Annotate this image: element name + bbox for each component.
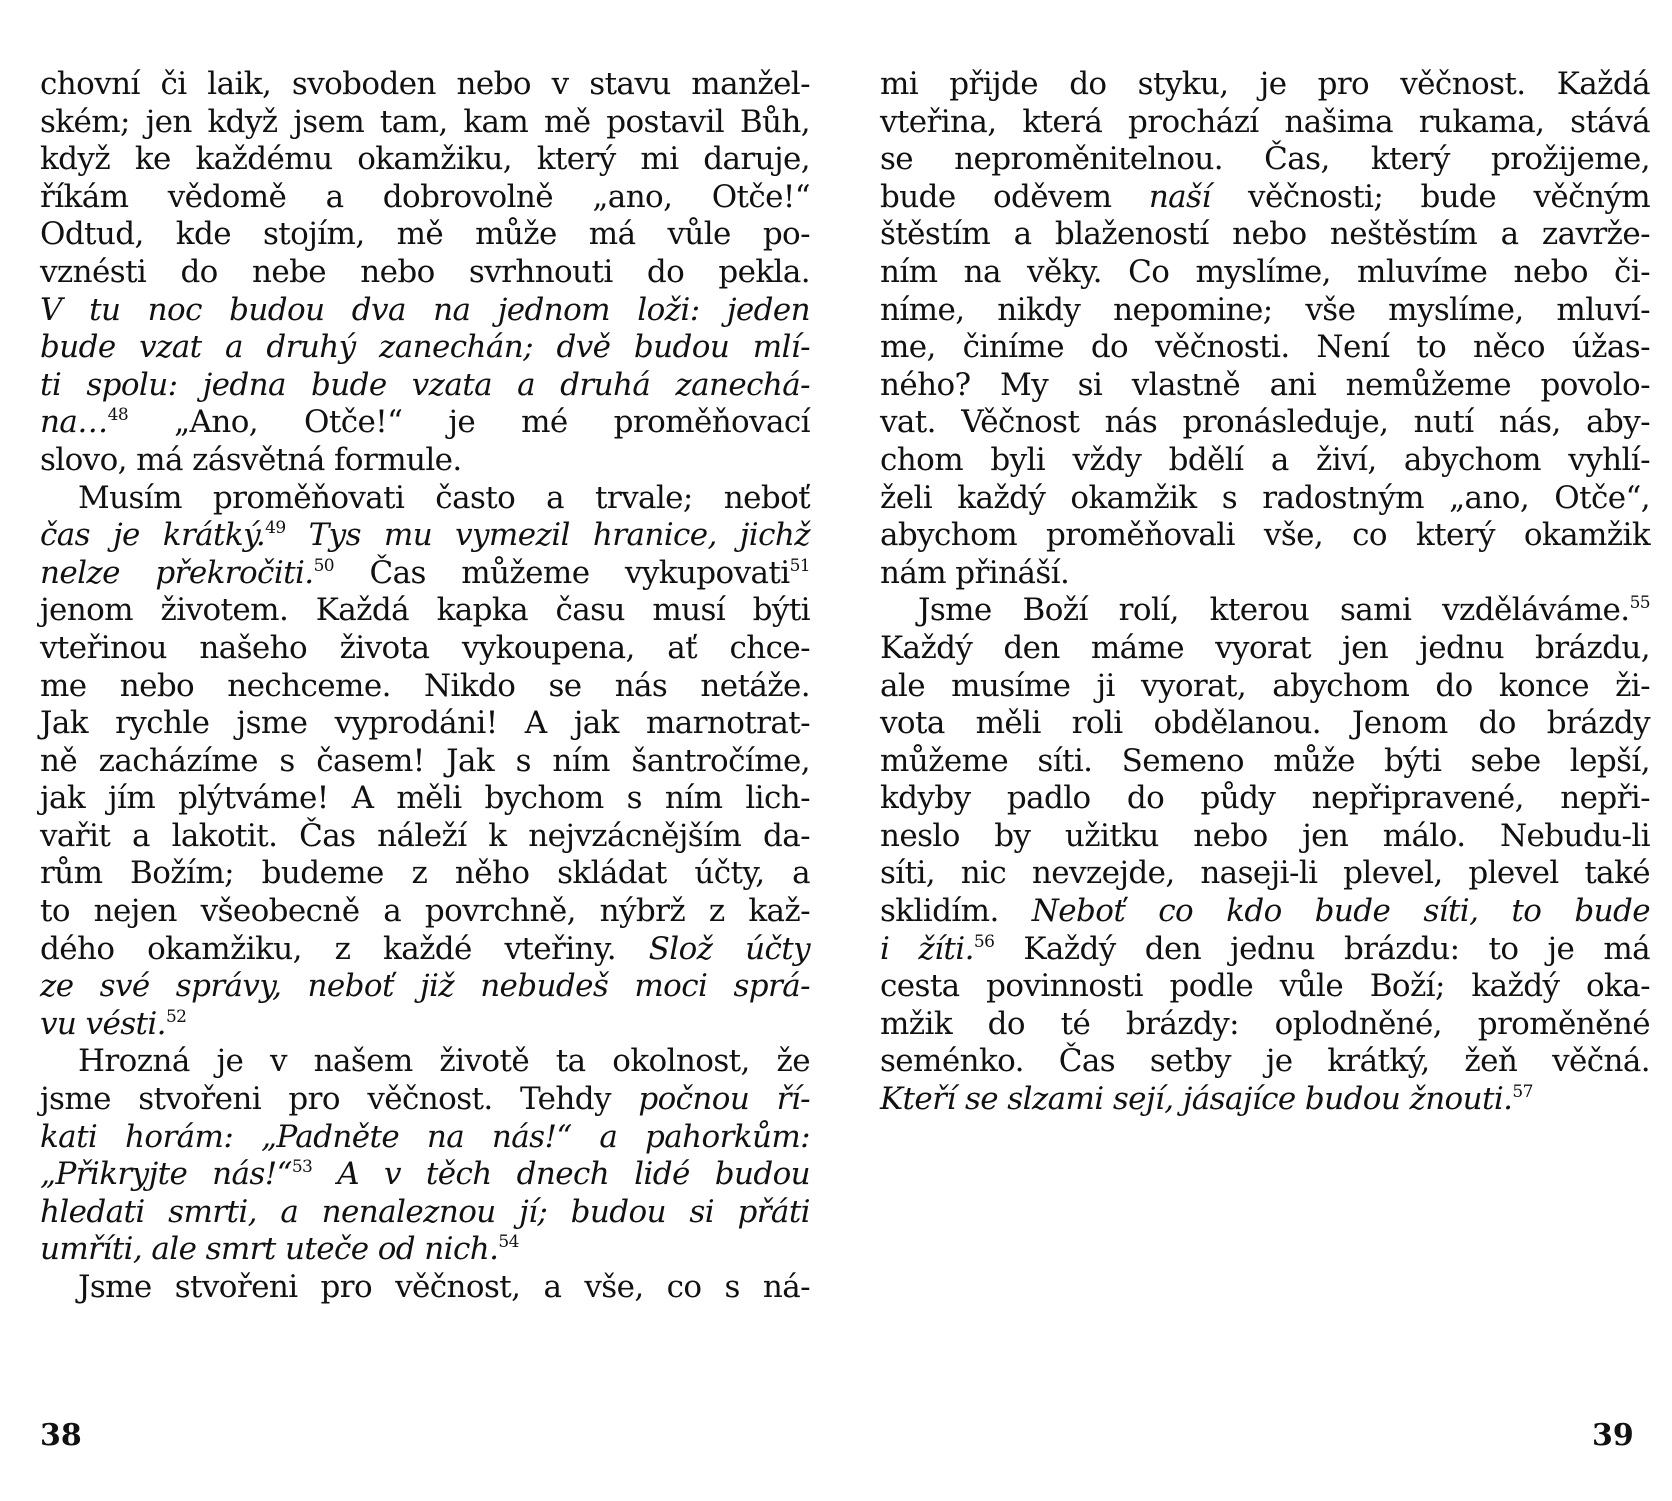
text-line [880, 442, 1650, 480]
body-text: Odtud, kde stojím, mě může má vůle po- [40, 216, 810, 253]
text-line [880, 818, 1650, 856]
text-line [40, 179, 810, 217]
text-line [40, 705, 810, 743]
body-text: Hrozná je v našem životě ta okolnost, že [78, 1043, 810, 1080]
text-line [40, 442, 810, 480]
body-text: se neproměnitelnou. Čas, který prožijeme, [880, 141, 1650, 178]
text-line [880, 1043, 1650, 1081]
footnote-reference: 49 [265, 518, 286, 539]
text-line [880, 480, 1650, 518]
body-text: ském; jen když jsem tam, kam mě postavil Bůh, [40, 103, 810, 140]
text-line [40, 1081, 810, 1119]
footnote-reference: 54 [498, 1232, 519, 1253]
text-line [40, 1269, 810, 1307]
body-text: mžik do té brázdy: oplodněné, proměněné [880, 1005, 1650, 1042]
italic-quote-text: počnou ří- [638, 1081, 811, 1118]
text-line [40, 743, 810, 781]
body-text: Čas můžeme vykupovati [334, 554, 790, 591]
body-text: kdyby padlo do půdy nepřipravené, nepři- [880, 780, 1650, 817]
italic-quote-text: umříti, ale smrt uteče od nich. [40, 1231, 499, 1268]
text-line [40, 1156, 810, 1194]
text-line [880, 141, 1650, 179]
body-text: jenom životem. Každá kapka času musí býti [40, 592, 810, 629]
footnote-reference: 53 [291, 1157, 313, 1178]
text-line [40, 104, 810, 142]
body-text: vznésti do nebe nebo svrhnouti do pekla. [40, 253, 810, 290]
text-line [880, 743, 1650, 781]
text-line [40, 292, 810, 330]
text-line [40, 630, 810, 668]
text-line [880, 893, 1650, 931]
body-text: když ke každému okamžiku, který mi daruje, [40, 141, 810, 178]
text-line [40, 931, 810, 969]
page-number-left: 38 [40, 1418, 82, 1453]
body-text: dého okamžiku, z každé vteřiny. [40, 930, 649, 967]
body-text: nám přináší. [880, 554, 1070, 591]
body-text: me nebo nechceme. Nikdo se nás netáže. [40, 667, 810, 704]
footnote-reference: 57 [1512, 1082, 1533, 1103]
body-text: chovní či laik, svoboden nebo v stavu manžel- [40, 66, 810, 102]
body-text: ale musíme ji vyorat, abychom do konce ži- [880, 667, 1650, 704]
italic-quote-text: ze své správy, neboť již nebudeš moci sprá- [40, 968, 810, 1005]
italic-quote-text: hledati smrti, a nenaleznou jí; budou si přáti [40, 1193, 810, 1230]
text-line [40, 1194, 810, 1232]
italic-quote-text: ti spolu: jedna bude vzata a druhá zanechá- [40, 366, 810, 403]
italic-quote-text: vu vésti. [40, 1005, 166, 1042]
text-line [880, 329, 1650, 367]
text-line [880, 705, 1650, 743]
text-line [40, 367, 810, 405]
body-text: rům Božím; budeme z něho skládat účty, a [40, 855, 810, 892]
italic-quote-text: bude vzat a druhý zanechán; dvě budou mlí- [40, 329, 810, 366]
text-line [880, 367, 1650, 405]
body-text: bude oděvem [880, 178, 1149, 215]
body-text: Jak rychle jsme vyprodáni! A jak marnotrat- [40, 705, 810, 742]
text-line [40, 818, 810, 856]
italic-quote-text: na… [40, 404, 108, 441]
text-line [40, 855, 810, 893]
text-line [40, 968, 810, 1006]
text-line [880, 668, 1650, 706]
text-line [40, 404, 810, 442]
text-line [40, 893, 810, 931]
footnote-reference: 56 [973, 931, 995, 952]
footnote-reference: 50 [313, 555, 334, 576]
italic-quote-text: Kteří se slzami sejí, jásajíce budou žnouti. [880, 1081, 1513, 1118]
body-text: Každý den jednu brázdu: to je má [994, 930, 1651, 967]
text-line [40, 592, 810, 630]
body-text: to nejen všeobecně a povrchně, nýbrž z kaž- [40, 893, 810, 930]
body-text: vota měli roli obdělanou. Jenom do brázdy [880, 705, 1650, 742]
text-line [40, 1006, 810, 1044]
text-line [880, 179, 1650, 217]
text-line [880, 630, 1650, 668]
text-line [40, 216, 810, 254]
footnote-reference: 52 [165, 1006, 187, 1027]
italic-quote-text: i žíti. [880, 930, 974, 967]
body-text: chom byli vždy bdělí a živí, abychom vyhlí- [880, 441, 1650, 478]
text-line [880, 855, 1650, 893]
text-line [880, 66, 1650, 104]
body-text: sklidím. [880, 893, 1032, 930]
italic-quote-text: Tys mu vymezil hranice, jichž [285, 517, 810, 554]
italic-quote-text: A v těch dnech lidé budou [312, 1156, 810, 1193]
text-line [40, 329, 810, 367]
text-line [880, 104, 1650, 142]
text-line [40, 141, 810, 179]
body-text: Jsme stvořeni pro věčnost, a vše, co s ná- [78, 1269, 810, 1305]
body-text: želi každý okamžik s radostným „ano, Otče“, [880, 479, 1650, 516]
body-text: říkám vědomě a dobrovolně „ano, Otče!“ [40, 178, 810, 215]
text-line [880, 1081, 1650, 1119]
body-text: můžeme síti. Semeno může býti sebe lepší, [880, 742, 1650, 779]
body-text: Musím proměňovati často a trvale; neboť [78, 479, 810, 516]
body-text: abychom proměňovali vše, co který okamžik [880, 517, 1650, 554]
italic-quote-text: Neboť co kdo bude síti, to bude [1031, 893, 1650, 930]
body-text: Každý den máme vyorat jen jednu brázdu, [880, 629, 1650, 666]
italic-quote-text: naší [1148, 178, 1211, 215]
text-line [880, 254, 1650, 292]
body-text: věčnosti; bude věčným [1210, 178, 1650, 215]
body-text: vteřinou našeho života vykoupena, ať chce- [40, 629, 810, 666]
text-line [880, 404, 1650, 442]
body-text: cesta povinnosti podle vůle Boží; každý oka- [880, 968, 1650, 1005]
page-number-right: 39 [1592, 1418, 1634, 1453]
text-line [40, 1043, 810, 1081]
italic-quote-text: V tu noc budou dva na jednom loži: jeden [40, 291, 810, 328]
text-line [40, 668, 810, 706]
body-text: ně zacházíme s časem! Jak s ním šantročíme, [40, 742, 810, 779]
body-text: vat. Věčnost nás pronásleduje, nutí nás, aby- [880, 404, 1650, 441]
body-text: Jsme Boží rolí, kterou sami vzděláváme. [918, 592, 1630, 629]
text-line [880, 968, 1650, 1006]
text-line [880, 216, 1650, 254]
text-line [880, 592, 1650, 630]
text-line [40, 555, 810, 593]
italic-quote-text: „Přikryjte nás!“ [40, 1156, 292, 1193]
text-line [40, 517, 810, 555]
body-text: vařit a lakotit. Čas náleží k nejvzácnějším da- [40, 817, 810, 854]
italic-quote-text: Slož účty [648, 930, 810, 967]
text-line [40, 1231, 810, 1269]
body-text: me, činíme do věčnosti. Není to něco úžas- [880, 329, 1650, 366]
text-line [880, 292, 1650, 330]
text-line [880, 1006, 1650, 1044]
italic-quote-text: kati horám: „Padněte na nás!“ a pahorkům: [40, 1118, 810, 1155]
body-text: síti, nic nevzejde, naseji-li plevel, plevel také [880, 855, 1650, 892]
text-line [880, 555, 1650, 593]
footnote-reference: 48 [107, 405, 129, 426]
text-line [40, 480, 810, 518]
body-text: jak jím plýtváme! A měli bychom s ním lich- [40, 780, 810, 817]
body-text: ním na věky. Co myslíme, mluvíme nebo či- [880, 253, 1650, 290]
body-text: slovo, má zásvětná formule. [40, 441, 462, 478]
body-text: neslo by užitku nebo jen málo. Nebudu-li [880, 817, 1650, 854]
text-line [40, 780, 810, 818]
body-text: jsme stvořeni pro věčnost. Tehdy [40, 1081, 639, 1118]
italic-quote-text: čas je krátký. [40, 517, 266, 554]
text-line [40, 66, 810, 104]
body-text: níme, nikdy nepomine; vše myslíme, mluví- [880, 291, 1650, 328]
text-line [880, 931, 1650, 969]
footnote-reference: 51 [789, 555, 810, 576]
text-line [40, 1119, 810, 1157]
body-text: ného? My si vlastně ani nemůžeme povolo- [880, 366, 1650, 403]
text-line [880, 780, 1650, 818]
left-page-text [40, 66, 810, 1307]
body-text: „Ano, Otče!“ je mé proměňovací [128, 404, 810, 441]
footnote-reference: 55 [1629, 593, 1650, 614]
italic-quote-text: nelze překročiti. [40, 554, 314, 591]
body-text: vteřina, která prochází našima rukama, stává [880, 103, 1650, 140]
body-text: štěstím a blažeností nebo neštěstím a zavrže- [880, 216, 1650, 253]
body-text: seménko. Čas setby je krátký, žeň věčná. [880, 1043, 1650, 1080]
text-line [40, 254, 810, 292]
right-page-text [880, 66, 1650, 1119]
text-line [880, 517, 1650, 555]
body-text: mi přijde do styku, je pro věčnost. Každá [880, 66, 1650, 102]
